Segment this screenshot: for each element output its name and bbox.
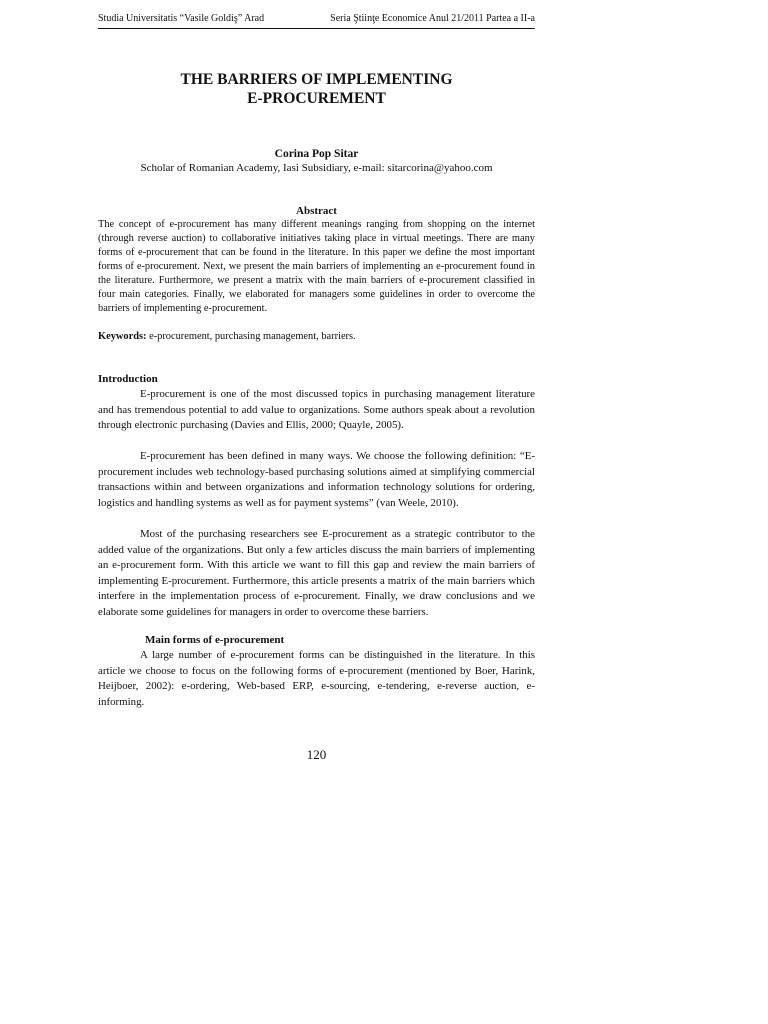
introduction-paragraph-3: Most of the purchasing researchers see E-procurement as a strategic contributor to the added value of the organizations. But only a few articles discuss the main barriers of implementing an e-procurement form. With this article we want to fill this gap and review the main barriers of implementing E-procurement. Furthermore, this article presents a matrix of the main barriers which interfere in the implementation process of e-procurement. Finally, we draw conclusions and we elaborate some guidelines for managers in order to overcome these barriers. (98, 528, 535, 618)
author-name: Corina Pop Sitar (274, 148, 359, 160)
title-line-1: THE BARRIERS OF IMPLEMENTING (180, 71, 453, 88)
main-forms-paragraph-1: A large number of e-procurement forms can be distinguished in the literature. In this article we choose to focus on the following forms of e-procurement (mentioned by Boer, Harink, Heijboer, 2002): e-ordering, Web-based ERP, e-sourcing, e-tendering, e-reverse auction, e-informing. (98, 649, 535, 708)
paper-title (98, 70, 535, 108)
introduction-heading: Introduction (98, 373, 158, 385)
journal-issue: Seria Ştiinţe Economice Anul 21/2011 Partea a II-a (330, 13, 535, 24)
running-header (98, 12, 535, 29)
keywords-label: Keywords: (98, 331, 147, 342)
introduction-paragraph-2: E-procurement has been defined in many ways. We choose the following definition: “E-procurement includes web technology-based purchasing solutions aimed at simplifying commercial transactions within and between organizations and information technology solutions for ordering, logistics and handling systems as well as for payment systems” (van Weele, 2010). (98, 450, 535, 509)
abstract-text: The concept of e-procurement has many different meanings ranging from shopping on the internet (through reverse auction) to collaborative initiatives taking place in virtual meetings. There are many forms of e-procurement that can be found in the literature. In this paper we define the most important forms of e-procurement. Next, we present the main barriers of implementing an e-procurement found in the literature. Furthermore, we present a matrix with the main barriers of e-procurement classified in four main categories. Finally, we elaborated for managers some guidelines in order to overcome the barriers of implementing e-procurement. (98, 219, 535, 314)
abstract-heading: Abstract (296, 205, 337, 217)
title-line-2: E-PROCUREMENT (247, 90, 386, 107)
main-forms-heading: Main forms of e-procurement (145, 634, 285, 646)
keywords (98, 330, 535, 344)
page-number: 120 (306, 747, 327, 762)
author-affiliation: Scholar of Romanian Academy, Iasi Subsidiary, e-mail: sitarcorina@yahoo.com (140, 162, 493, 174)
keywords-text: e-procurement, purchasing management, barriers. (146, 331, 356, 342)
introduction-paragraph-1: E-procurement is one of the most discussed topics in purchasing management literature and has tremendous potential to add value to organizations. Some authors speak about a revolution through electronic purchasing (Davies and Ellis, 2000; Quayle, 2005). (98, 388, 535, 432)
journal-name: Studia Universitatis “Vasile Goldiş” Arad (98, 13, 265, 24)
